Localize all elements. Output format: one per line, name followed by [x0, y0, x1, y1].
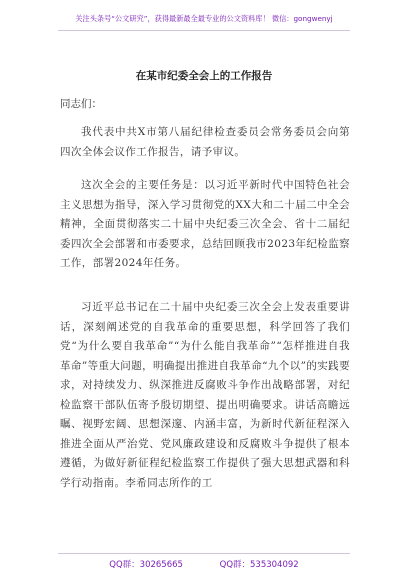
footer-divider [58, 553, 350, 554]
header-divider [58, 30, 350, 31]
header-banner: 关注头条号“公文研究”，获得最新最全最专业的公文资料库！ 微信：gongwenyj [75, 14, 333, 23]
salutation: 同志们： [60, 98, 102, 110]
footer-qq-group-1: QQ群：30265665 [109, 560, 183, 570]
paragraph-2: 这次全会的主要任务是：以习近平新时代中国特色社会主义思想为指导，深入学习贯彻党的XX大和二十届二中全会精神，全面贯彻落实二十届中央纪委三次全会、省十二届纪委四次全会部署和市委要求，总结回顾我市2023年纪检监察工作，部署2024年任务。 [60, 179, 350, 269]
paragraph-1: 我代表中共X市第八届纪律检查委员会常务委员会向第四次全体会议作工作报告，请予审议。 [60, 126, 350, 158]
footer-qq-group-2: QQ群：535304092 [219, 560, 299, 570]
paragraph-3: 习近平总书记在二十届中央纪委三次全会上发表重要讲话，深刻阐述党的自我革命的重要思想，科学回答了我们党“为什么要自我革命”“为什么能自我革命”“怎样推进自我革命”等重大问题，明确提出推进自我革命“九个以”的实践要求，对持续发力、纵深推进反腐败斗争作出战略部署，对纪检监察干部队伍寄予殷切期望、提出明确要求。讲话高瞻远瞩、视野宏阔、思想深邃、内涵丰富，为新时代新征程深入推进全面从严治党、党风廉政建设和反腐败斗争提供了根本遵循，为做好新征程纪检监察工作提供了强大思想武器和科学行动指南。李希同志所作的工 [60, 301, 350, 489]
document-title: 在某市纪委全会上的工作报告 [135, 70, 273, 82]
footer [0, 558, 408, 570]
